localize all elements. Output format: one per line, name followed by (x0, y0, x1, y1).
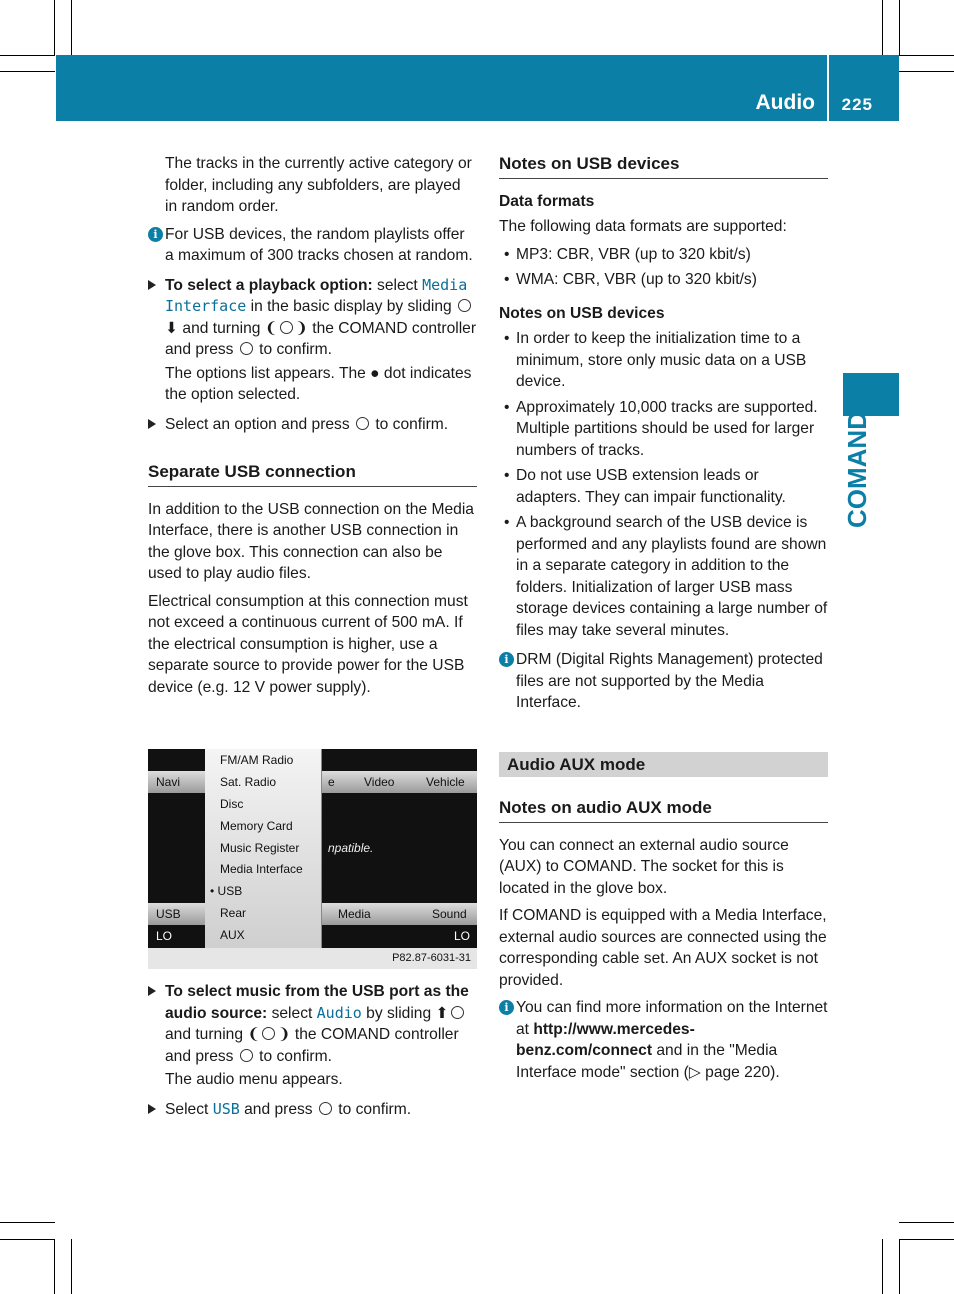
info-text: For USB devices, the random playlists offer a maximum of 300 tracks chosen at random. (165, 225, 473, 264)
screen-label: LO (156, 929, 173, 943)
step-text: The audio menu appears. (165, 1071, 343, 1088)
display-code: USB (212, 1099, 240, 1118)
crop-mark (0, 71, 55, 72)
controller-press-icon (240, 342, 253, 355)
info-text: You can find more information on the Internet at (516, 999, 828, 1038)
list-item: • In order to keep the initialization time to a minimum, store only music data on a USB device. (499, 328, 828, 393)
dot-icon: ● (370, 364, 380, 382)
section-title: Audio (755, 91, 815, 114)
controller-slide-icon (451, 1006, 464, 1019)
info-text: DRM (Digital Rights Management) protected files are not supported by the Media Interface. (516, 651, 823, 711)
step-text: the COMAND controller and press (165, 1026, 459, 1065)
crop-mark (899, 55, 954, 56)
step-item (148, 1099, 477, 1121)
list-item: • MP3: CBR, VBR (up to 320 kbit/s) (499, 244, 828, 266)
crop-mark (0, 55, 55, 56)
screen-menu-item: Sat. Radio (220, 775, 277, 789)
info-note (148, 224, 477, 267)
crop-mark (882, 1239, 883, 1294)
list-item: • A background search of the USB device is performed and any playlists found are shown in a separate category in addition to the folders. Initialization of larger USB mass storage devices containing a large number of files may take several minutes. (499, 512, 828, 641)
info-icon: i (499, 652, 514, 667)
info-icon: i (499, 1000, 514, 1015)
side-tab (843, 373, 899, 416)
step-heading: To select music from the USB port as the audio source: (165, 983, 469, 1022)
crop-mark (899, 71, 954, 72)
screen-label: Navi (156, 775, 181, 789)
controller-turn-icon (280, 321, 293, 334)
url-link[interactable]: http://www.mercedes-benz.com/connect (516, 1020, 695, 1059)
screen-message: npatible. (328, 841, 374, 855)
crop-mark (0, 1239, 55, 1240)
step-text: select (267, 1004, 317, 1022)
screen-menu-item: FM/AM Radio (220, 753, 294, 767)
step-item: To select music from the USB port as the audio source: select Audio by sliding ⬆ and turning ❨ ❩ the COMAND controller and press to confirm. The audio menu appears. (148, 981, 477, 1091)
step-text: and press (239, 1100, 317, 1118)
screen-label: Sound (432, 907, 467, 921)
screen-label: e (328, 775, 335, 789)
paragraph: In addition to the USB connection on the Media Interface, there is another USB connection in the glove box. This connection can also be used to play audio files. (148, 500, 474, 582)
crop-mark (882, 0, 883, 55)
step-text: by sliding (361, 1004, 436, 1022)
step-text: to confirm. (370, 415, 449, 433)
screen-menu (205, 749, 322, 948)
paragraph: The following data formats are supported: (499, 218, 787, 235)
display-code: Media Interface (165, 275, 468, 315)
image-code: P82.87-6031-31 (392, 952, 471, 964)
screen-menu-item: Music Register (220, 841, 300, 855)
paragraph: Electrical consumption at this connection must not exceed a continuous current of 500 mA. If the electrical consumption is higher, use a separate source to provide power for the USB device (e.g. 12 V power supply). (148, 592, 468, 696)
page-header (56, 55, 899, 121)
info-note (499, 649, 828, 714)
header-divider (827, 55, 829, 121)
step-text: and turning (178, 319, 265, 337)
page-number: 225 (841, 95, 873, 114)
controller-press-icon (356, 417, 369, 430)
screen-label: LO (454, 929, 471, 943)
step-arrow-icon (148, 280, 156, 290)
step-arrow-icon (148, 986, 156, 996)
step-text: to confirm. (254, 341, 332, 358)
crop-mark (899, 1239, 900, 1294)
screen-menu-item: Rear (220, 906, 247, 920)
chapter-heading: Audio AUX mode (499, 752, 828, 778)
left-column (148, 153, 477, 704)
crop-mark (899, 1239, 954, 1240)
step-text: and turning (165, 1026, 248, 1043)
screen-label: Video (364, 775, 395, 789)
paragraph: The tracks in the currently active category or folder, including any subfolders, are played in random order. (165, 155, 472, 215)
step-text: Select an option and press (165, 415, 354, 433)
list-item: • Approximately 10,000 tracks are supported. Multiple partitions should be used for larger numbers of tracks. (499, 397, 828, 462)
step-heading: To select a playback option: (165, 276, 373, 294)
crop-mark (899, 0, 900, 55)
step-arrow-icon (148, 419, 156, 429)
right-column (499, 153, 828, 1091)
paragraph: If COMAND is equipped with a Media Interface, external audio sources are connected using the corresponding cable set. An AUX socket is not provided. (499, 907, 827, 989)
list-item: • Do not use USB extension leads or adapters. They can impair functionality. (499, 465, 828, 508)
crop-mark (0, 1222, 55, 1223)
crop-mark (71, 0, 72, 55)
list-item: • WMA: CBR, VBR (up to 320 kbit/s) (499, 269, 828, 291)
display-code: Audio (316, 1003, 362, 1022)
step-text: to confirm. (254, 1047, 332, 1065)
step-item: To select a playback option: select Media Interface in the basic display by sliding ⬇ and turning ❨ ❩ the COMAND controller and press to confirm. The options list appears. The ● dot indicates the option selected. (148, 275, 477, 406)
side-tab-label: COMAND (842, 411, 872, 528)
crop-mark (71, 1239, 72, 1294)
screen-menu-item: AUX (220, 928, 245, 942)
screen-menu-item: Disc (220, 797, 244, 811)
step-text: dot indicates the option selected. (165, 364, 472, 403)
comand-screen-image (148, 749, 477, 969)
section-heading: Separate USB connection (148, 461, 477, 487)
step-text: Select (165, 1100, 213, 1118)
controller-press-icon (240, 1049, 253, 1062)
screen-menu-item: • USB (210, 884, 243, 898)
left-column-lower (148, 981, 477, 1128)
screen-footer (148, 948, 477, 969)
screen-label: USB (156, 907, 181, 921)
controller-press-icon (319, 1102, 332, 1115)
crop-mark (54, 0, 55, 55)
screen-menu-item: Media Interface (220, 862, 303, 876)
screen-menu-item: Memory Card (220, 819, 293, 833)
subheading: Notes on USB devices (499, 304, 665, 322)
screen-label: Vehicle (426, 775, 465, 789)
step-arrow-icon (148, 1104, 156, 1114)
paragraph: You can connect an external audio source (AUX) to COMAND. The socket for this is located in the glove box. (499, 836, 789, 897)
step-text: to confirm. (333, 1100, 412, 1118)
crop-mark (54, 1239, 55, 1294)
step-text: the COMAND controller and press (165, 319, 477, 358)
section-heading: Notes on USB devices (499, 153, 828, 179)
info-note (499, 997, 828, 1083)
step-text: in the basic display by sliding (246, 298, 457, 315)
info-text: and in the "Media Interface mode" section (▷ page 220). (516, 1042, 780, 1081)
screen-label: Media (338, 907, 371, 921)
info-icon: i (148, 227, 163, 242)
step-item (148, 414, 477, 436)
step-text: select (372, 276, 423, 294)
step-text: The options list appears. The (165, 364, 371, 382)
controller-slide-icon (458, 299, 471, 312)
crop-mark (899, 1222, 954, 1223)
section-heading: Notes on audio AUX mode (499, 797, 828, 823)
controller-turn-icon (262, 1027, 275, 1040)
subheading: Data formats (499, 192, 595, 210)
